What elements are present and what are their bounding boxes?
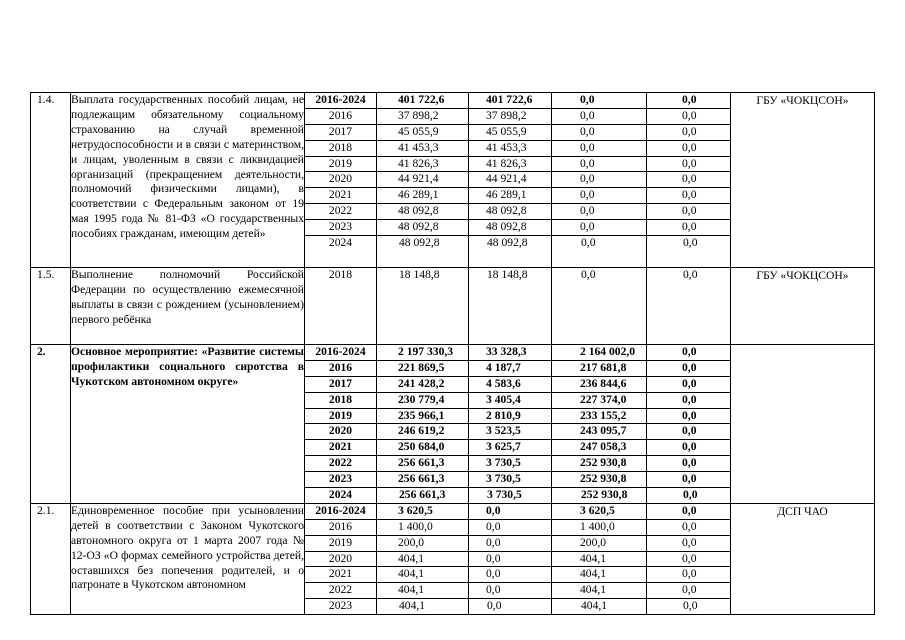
total-value: 1 400,0 <box>376 520 469 536</box>
regional-value: 0,0 <box>551 157 647 173</box>
regional-value: 252 930,8 <box>581 488 628 502</box>
regional-value: 0,0 <box>551 188 647 204</box>
year-cell: 2019 <box>304 157 377 173</box>
total-value: 404,1 <box>376 552 469 568</box>
regional-value: 0,0 <box>551 125 647 141</box>
item-number: 1.5. <box>31 268 71 345</box>
table-row <box>31 93 875 268</box>
total-value: 48 092,8 <box>376 220 469 236</box>
federal-value: 18 148,8 <box>487 268 528 281</box>
total-value: 41 826,3 <box>376 157 469 173</box>
year-cell: 2021 <box>304 567 377 583</box>
regional-value: 243 095,7 <box>551 424 647 440</box>
total-value: 221 869,5 <box>376 361 469 377</box>
total-value: 18 148,8 <box>399 268 440 281</box>
federal-value: 3 730,5 <box>487 488 522 502</box>
item-name: Выполнение полномочий Российской Федерации по осуществлению ежемесячной выплаты в связи с рождением (усыновлением) первого ребёнка <box>71 268 305 345</box>
responsible-org: ДСП ЧАО <box>731 503 875 614</box>
regional-value-column <box>552 345 647 504</box>
federal-value: 0,0 <box>468 552 552 568</box>
other-value: 0,0 <box>646 472 731 488</box>
other-value: 0,0 <box>646 188 731 204</box>
total-value-column <box>377 268 469 345</box>
federal-value: 4 583,6 <box>468 377 552 393</box>
year-cell: 2021 <box>304 440 377 456</box>
other-value: 0,0 <box>646 220 731 236</box>
federal-value-column <box>469 345 552 504</box>
regional-value: 236 844,6 <box>551 377 647 393</box>
item-number: 2.1. <box>31 503 71 614</box>
year-cell: 2020 <box>304 552 377 568</box>
regional-value-column <box>552 503 647 614</box>
total-value: 235 966,1 <box>376 409 469 425</box>
year-cell: 2016-2024 <box>304 93 377 109</box>
year-cell: 2018 <box>304 141 377 157</box>
item-number: 2. <box>31 345 71 504</box>
other-value: 0,0 <box>646 583 731 599</box>
total-value: 37 898,2 <box>376 109 469 125</box>
other-value: 0,0 <box>646 172 731 188</box>
total-value: 246 619,2 <box>376 424 469 440</box>
regional-value: 1 400,0 <box>551 520 647 536</box>
federal-value: 48 092,8 <box>468 220 552 236</box>
regional-value: 247 058,3 <box>551 440 647 456</box>
total-value: 48 092,8 <box>399 236 440 250</box>
table-row <box>31 345 875 504</box>
year-cell: 2019 <box>304 409 377 425</box>
total-value: 230 779,4 <box>376 393 469 409</box>
total-value: 46 289,1 <box>376 188 469 204</box>
other-value: 0,0 <box>646 204 731 220</box>
year-cell: 2022 <box>304 204 377 220</box>
year-cell: 2024 <box>328 236 353 250</box>
year-cell: 2023 <box>304 472 377 488</box>
regional-value: 2 164 002,0 <box>551 345 647 361</box>
regional-value: 404,1 <box>581 599 608 613</box>
year-cell: 2016 <box>304 361 377 377</box>
federal-value: 0,0 <box>487 599 502 613</box>
other-value: 0,0 <box>646 141 731 157</box>
federal-value: 44 921,4 <box>468 172 552 188</box>
total-value: 256 661,3 <box>376 456 469 472</box>
year-cell-column <box>305 268 377 345</box>
federal-value: 0,0 <box>468 583 552 599</box>
regional-value: 0,0 <box>581 236 596 250</box>
total-value: 200,0 <box>376 536 469 552</box>
regional-value: 252 930,8 <box>551 456 647 472</box>
other-value: 0,0 <box>646 377 731 393</box>
other-value-column <box>647 93 731 268</box>
total-value: 256 661,3 <box>376 472 469 488</box>
other-value: 0,0 <box>646 345 731 361</box>
federal-value-column <box>469 268 552 345</box>
total-value: 45 055,9 <box>376 125 469 141</box>
year-cell: 2020 <box>304 424 377 440</box>
year-cell: 2016-2024 <box>304 345 377 361</box>
other-value-column <box>647 268 731 345</box>
other-value: 0,0 <box>646 361 731 377</box>
year-cell: 2018 <box>328 268 353 281</box>
other-value: 0,0 <box>646 440 731 456</box>
regional-value: 3 620,5 <box>551 504 647 520</box>
total-value: 2 197 330,3 <box>376 345 469 361</box>
other-value: 0,0 <box>646 520 731 536</box>
total-value-column <box>377 503 469 614</box>
regional-value: 0,0 <box>581 268 596 281</box>
other-value: 0,0 <box>646 424 731 440</box>
total-value: 256 661,3 <box>399 488 446 502</box>
regional-value: 233 155,2 <box>551 409 647 425</box>
federal-value: 0,0 <box>468 504 552 520</box>
other-value: 0,0 <box>646 456 731 472</box>
other-value: 0,0 <box>646 125 731 141</box>
other-value: 0,0 <box>646 93 731 109</box>
year-cell: 2022 <box>304 456 377 472</box>
other-value: 0,0 <box>646 409 731 425</box>
total-value: 404,1 <box>376 583 469 599</box>
other-value: 0,0 <box>646 393 731 409</box>
other-value: 0,0 <box>646 109 731 125</box>
year-cell: 2016-2024 <box>304 504 377 520</box>
regional-value: 200,0 <box>551 536 647 552</box>
regional-value: 404,1 <box>551 552 647 568</box>
other-value: 0,0 <box>646 567 731 583</box>
total-value-column <box>377 345 469 504</box>
year-cell: 2023 <box>328 599 353 613</box>
total-value: 404,1 <box>376 567 469 583</box>
other-value: 0,0 <box>646 157 731 173</box>
total-value: 48 092,8 <box>376 204 469 220</box>
other-value: 0,0 <box>683 268 698 281</box>
federal-value: 41 453,3 <box>468 141 552 157</box>
year-cell: 2018 <box>304 393 377 409</box>
federal-value: 48 092,8 <box>468 204 552 220</box>
responsible-org <box>731 345 875 504</box>
federal-value: 3 730,5 <box>468 472 552 488</box>
federal-value: 0,0 <box>468 520 552 536</box>
other-value: 0,0 <box>683 236 698 250</box>
table-row <box>31 503 875 614</box>
federal-value: 4 187,7 <box>468 361 552 377</box>
item-number: 1.4. <box>31 93 71 268</box>
federal-value: 41 826,3 <box>468 157 552 173</box>
year-cell: 2016 <box>304 520 377 536</box>
federal-value: 0,0 <box>468 536 552 552</box>
other-value: 0,0 <box>646 504 731 520</box>
regional-value: 227 374,0 <box>551 393 647 409</box>
federal-value: 46 289,1 <box>468 188 552 204</box>
table-row <box>31 268 875 345</box>
other-value-column <box>647 345 731 504</box>
other-value: 0,0 <box>683 488 698 502</box>
federal-value: 401 722,6 <box>468 93 552 109</box>
responsible-org: ГБУ «ЧОКЦСОН» <box>731 268 875 345</box>
year-cell: 2022 <box>304 583 377 599</box>
federal-value-column <box>469 503 552 614</box>
federal-value: 3 523,5 <box>468 424 552 440</box>
total-value: 241 428,2 <box>376 377 469 393</box>
total-value: 3 620,5 <box>376 504 469 520</box>
regional-value: 0,0 <box>551 172 647 188</box>
federal-value: 2 810,9 <box>468 409 552 425</box>
federal-value: 3 625,7 <box>468 440 552 456</box>
federal-value: 0,0 <box>468 567 552 583</box>
regional-value: 404,1 <box>551 567 647 583</box>
federal-value: 3 405,4 <box>468 393 552 409</box>
item-name: Единовременное пособие при усыновлении детей в соответствии с Законом Чукотского автономного округа от 1 марта 2007 года № 12-ОЗ «О формах семейного устройства детей, оставшихся без попечения родителей, и о патронате в Чукотском автономном <box>71 503 305 614</box>
regional-value: 0,0 <box>551 204 647 220</box>
year-cell: 2019 <box>304 536 377 552</box>
year-cell: 2021 <box>304 188 377 204</box>
total-value-column <box>377 93 469 268</box>
regional-value: 252 930,8 <box>551 472 647 488</box>
total-value: 41 453,3 <box>376 141 469 157</box>
regional-value: 217 681,8 <box>551 361 647 377</box>
federal-value: 48 092,8 <box>487 236 528 250</box>
regional-value: 0,0 <box>551 141 647 157</box>
year-cell: 2020 <box>304 172 377 188</box>
regional-value: 0,0 <box>551 109 647 125</box>
year-cell-column <box>305 345 377 504</box>
year-cell-column <box>305 503 377 614</box>
year-cell: 2023 <box>304 220 377 236</box>
regional-value-column <box>552 268 647 345</box>
other-value: 0,0 <box>683 599 698 613</box>
year-cell: 2017 <box>304 125 377 141</box>
total-value: 250 684,0 <box>376 440 469 456</box>
year-cell-column <box>305 93 377 268</box>
total-value: 44 921,4 <box>376 172 469 188</box>
item-name: Выплата государственных пособий лицам, не подлежащим обязательному социальному страхованию на случай временной нетрудоспособности и в связи с материнством, и лицам, уволенным в связи с ликвидацией организаций (прекращением деятельности, полномочий физическими лицами), в соответствии с Федеральным законом от 19 мая 1995 года № 81-ФЗ «О государственных пособиях гражданам, имеющим детей» <box>71 93 305 268</box>
program-table <box>30 92 875 615</box>
other-value-column <box>647 503 731 614</box>
year-cell: 2017 <box>304 377 377 393</box>
other-value: 0,0 <box>646 552 731 568</box>
regional-value: 0,0 <box>551 93 647 109</box>
item-name: Основное мероприятие: «Развитие системы профилактики социального сиротства в Чукотском автономном округе» <box>71 345 305 504</box>
federal-value-column <box>469 93 552 268</box>
regional-value-column <box>552 93 647 268</box>
federal-value: 3 730,5 <box>468 456 552 472</box>
other-value: 0,0 <box>646 536 731 552</box>
federal-value: 33 328,3 <box>468 345 552 361</box>
responsible-org: ГБУ «ЧОКЦСОН» <box>731 93 875 268</box>
total-value: 401 722,6 <box>376 93 469 109</box>
federal-value: 45 055,9 <box>468 125 552 141</box>
year-cell: 2016 <box>304 109 377 125</box>
regional-value: 404,1 <box>551 583 647 599</box>
regional-value: 0,0 <box>551 220 647 236</box>
total-value: 404,1 <box>399 599 426 613</box>
year-cell: 2024 <box>328 488 353 502</box>
federal-value: 37 898,2 <box>468 109 552 125</box>
